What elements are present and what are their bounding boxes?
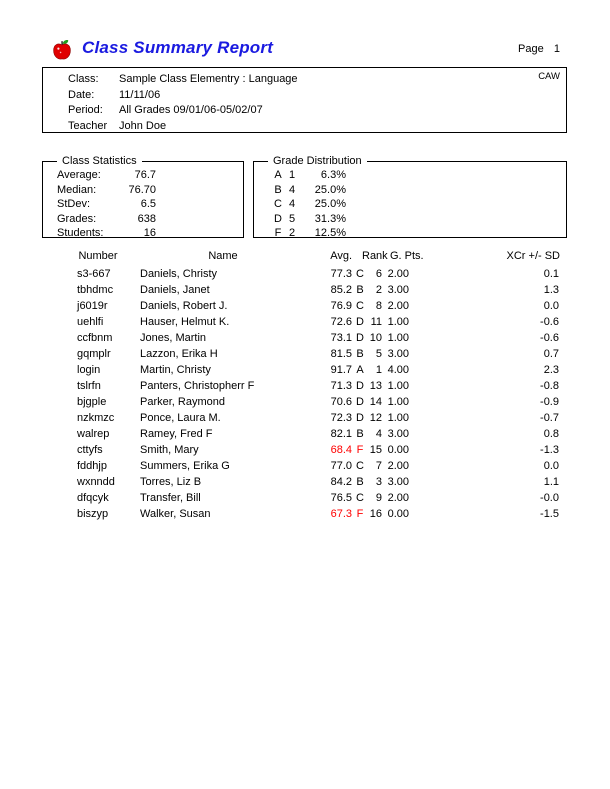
table-row (0, 394, 610, 410)
cell-name: Daniels, Robert J. (140, 300, 228, 312)
cell-gpts: 2.00 (387, 300, 409, 312)
period-value: All Grades 09/01/06-05/02/07 (119, 104, 263, 116)
cell-grade: D (356, 332, 364, 344)
table-row (0, 506, 610, 522)
class-statistics-box (42, 155, 244, 240)
cell-xcr: -0.8 (540, 380, 559, 392)
cell-number: wxnndd (77, 476, 115, 488)
apple-icon (52, 38, 72, 61)
cell-xcr: 0.0 (543, 460, 559, 472)
grade-count: 4 (288, 198, 296, 211)
student-rows (0, 266, 610, 522)
grade-percent: 12.5% (314, 227, 346, 240)
cell-avg: 71.3 (330, 380, 352, 392)
cell-avg: 73.1 (330, 332, 352, 344)
dist-row-b (254, 184, 566, 199)
cell-number: s3-667 (77, 268, 111, 280)
table-row (0, 282, 610, 298)
cell-avg: 85.2 (330, 284, 352, 296)
cell-rank: 14 (369, 396, 382, 408)
corner-tag: CAW (538, 71, 560, 82)
cell-gpts: 1.00 (387, 332, 409, 344)
table-row (0, 458, 610, 474)
grade-count: 4 (288, 183, 296, 196)
grade-count: 1 (288, 169, 296, 181)
cell-name: Ponce, Laura M. (140, 412, 221, 424)
table-header (0, 248, 610, 264)
students-value: 16 (143, 227, 156, 240)
average-label: Average: (57, 169, 101, 181)
cell-gpts: 0.00 (387, 508, 409, 520)
cell-avg: 84.2 (330, 476, 352, 488)
stat-row-average (43, 169, 243, 184)
cell-name: Jones, Martin (140, 332, 207, 344)
cell-xcr: -1.5 (540, 508, 559, 520)
cell-name: Martin, Christy (140, 364, 211, 376)
cell-rank: 10 (369, 332, 382, 344)
cell-grade: C (356, 300, 364, 312)
cell-number: login (77, 364, 101, 376)
cell-rank: 2 (375, 284, 382, 296)
cell-rank: 6 (375, 268, 382, 280)
table-row (0, 266, 610, 282)
cell-number: tslrfn (77, 380, 101, 392)
cell-grade: F (356, 444, 364, 456)
cell-avg: 68.4 (330, 444, 352, 456)
table-row (0, 442, 610, 458)
grade-distribution-title: Grade Distribution (268, 154, 367, 168)
info-row-teacher (43, 120, 566, 136)
cell-xcr: 1.3 (543, 284, 559, 296)
grade-distribution-box (253, 155, 567, 240)
grade-letter: A (274, 169, 282, 181)
cell-name: Transfer, Bill (140, 492, 201, 504)
cell-avg: 81.5 (330, 348, 352, 360)
average-value: 76.7 (134, 169, 156, 181)
page-label: Page (518, 43, 544, 55)
cell-grade: F (356, 508, 364, 520)
class-info-box (42, 67, 567, 133)
cell-rank: 3 (375, 476, 382, 488)
cell-number: bjgple (77, 396, 107, 408)
cell-number: gqmplr (77, 348, 111, 360)
cell-number: ccfbnm (77, 332, 113, 344)
cell-number: uehlfi (77, 316, 104, 328)
cell-name: Lazzon, Erika H (140, 348, 218, 360)
table-row (0, 330, 610, 346)
cell-avg: 67.3 (330, 508, 352, 520)
table-row (0, 490, 610, 506)
cell-avg: 72.3 (330, 412, 352, 424)
cell-gpts: 0.00 (387, 444, 409, 456)
cell-name: Hauser, Helmut K. (140, 316, 230, 328)
period-label: Period: (68, 104, 103, 116)
cell-grade: C (356, 460, 364, 472)
table-row (0, 474, 610, 490)
cell-gpts: 3.00 (387, 284, 409, 296)
cell-xcr: -0.0 (540, 492, 559, 504)
cell-rank: 15 (369, 444, 382, 456)
cell-gpts: 3.00 (387, 348, 409, 360)
cell-name: Summers, Erika G (140, 460, 230, 472)
cell-xcr: 2.3 (543, 364, 559, 376)
grade-distribution-rows (254, 162, 566, 242)
cell-grade: D (356, 316, 364, 328)
cell-rank: 16 (369, 508, 382, 520)
cell-number: fddhjp (77, 460, 107, 472)
cell-xcr: -0.9 (540, 396, 559, 408)
cell-xcr: 0.7 (543, 348, 559, 360)
header-avg: Avg. (330, 250, 352, 262)
cell-number: j6019r (77, 300, 108, 312)
table-row (0, 426, 610, 442)
cell-xcr: -0.6 (540, 316, 559, 328)
header-number: Number (78, 250, 118, 262)
info-row-period (43, 104, 566, 120)
cell-number: biszyp (77, 508, 109, 520)
cell-grade: D (356, 380, 364, 392)
table-row (0, 314, 610, 330)
cell-gpts: 1.00 (387, 396, 409, 408)
table-row (0, 362, 610, 378)
cell-rank: 13 (369, 380, 382, 392)
cell-name: Smith, Mary (140, 444, 199, 456)
cell-rank: 7 (375, 460, 382, 472)
cell-gpts: 2.00 (387, 268, 409, 280)
median-value: 76.70 (128, 183, 156, 196)
cell-grade: D (356, 412, 364, 424)
cell-avg: 76.9 (330, 300, 352, 312)
cell-avg: 72.6 (330, 316, 352, 328)
date-label: Date: (68, 88, 95, 101)
cell-grade: C (356, 268, 364, 280)
page-number: 1 (553, 43, 560, 55)
grade-count: 5 (288, 212, 296, 225)
cell-rank: 9 (375, 492, 382, 504)
class-value: Sample Class Elementry : Language (119, 73, 298, 85)
cell-rank: 11 (370, 316, 382, 328)
grade-letter: F (274, 227, 282, 240)
cell-xcr: -1.3 (540, 444, 559, 456)
stat-row-grades (43, 213, 243, 228)
grade-percent: 6.3% (320, 169, 346, 181)
median-label: Median: (57, 183, 97, 196)
grade-count: 2 (288, 227, 296, 240)
cell-rank: 4 (375, 428, 382, 440)
grade-letter: D (274, 212, 282, 225)
teacher-label: Teacher (68, 119, 108, 132)
stat-row-stdev (43, 198, 243, 213)
cell-gpts: 1.00 (387, 316, 409, 328)
dist-row-a (254, 169, 566, 184)
class-statistics-title: Class Statistics (57, 154, 142, 168)
header-rank: Rank (362, 250, 388, 262)
dist-row-f (254, 227, 566, 242)
table-row (0, 378, 610, 394)
cell-avg: 91.7 (330, 364, 352, 376)
dist-row-d (254, 213, 566, 228)
cell-name: Panters, Christopherr F (140, 380, 255, 392)
cell-name: Torres, Liz B (140, 476, 202, 488)
students-label: Students: (57, 227, 104, 240)
cell-rank: 1 (375, 364, 382, 376)
cell-gpts: 3.00 (387, 428, 409, 440)
info-row-class (43, 73, 566, 89)
cell-grade: B (356, 476, 364, 488)
cell-grade: C (356, 492, 364, 504)
cell-avg: 77.3 (330, 268, 352, 280)
class-statistics-rows (43, 162, 243, 242)
cell-xcr: 0.0 (543, 300, 559, 312)
cell-grade: B (356, 348, 364, 360)
cell-gpts: 3.00 (387, 476, 409, 488)
cell-number: cttyfs (77, 444, 103, 456)
cell-grade: D (356, 396, 364, 408)
teacher-value: John Doe (119, 119, 167, 132)
cell-name: Ramey, Fred F (140, 428, 213, 440)
header-name: Name (208, 250, 238, 262)
dist-row-c (254, 198, 566, 213)
cell-gpts: 1.00 (387, 412, 409, 424)
cell-grade: B (356, 428, 364, 440)
cell-rank: 12 (369, 412, 382, 424)
stdev-value: 6.5 (140, 198, 156, 211)
info-row-date (43, 89, 566, 105)
cell-xcr: -0.7 (540, 412, 559, 424)
cell-xcr: 0.1 (543, 268, 559, 280)
grade-percent: 25.0% (314, 198, 346, 211)
grade-percent: 31.3% (314, 212, 346, 225)
grade-percent: 25.0% (314, 183, 346, 196)
cell-number: dfqcyk (77, 492, 109, 504)
cell-number: nzkmzc (77, 412, 115, 424)
table-row (0, 298, 610, 314)
cell-gpts: 2.00 (387, 492, 409, 504)
header-xcr: XCr +/- SD (506, 250, 560, 262)
cell-rank: 8 (375, 300, 382, 312)
table-row (0, 410, 610, 426)
cell-xcr: 1.1 (543, 476, 559, 488)
cell-grade: B (356, 284, 364, 296)
cell-number: walrep (77, 428, 110, 440)
cell-gpts: 2.00 (387, 460, 409, 472)
class-label: Class: (68, 73, 99, 85)
cell-grade: A (356, 364, 364, 376)
page-title: Class Summary Report (82, 38, 274, 57)
cell-avg: 76.5 (330, 492, 352, 504)
stdev-label: StDev: (57, 198, 91, 211)
cell-xcr: 0.8 (543, 428, 559, 440)
cell-avg: 82.1 (330, 428, 352, 440)
stat-row-median (43, 184, 243, 199)
grades-label: Grades: (57, 212, 97, 225)
cell-gpts: 4.00 (387, 364, 409, 376)
table-row (0, 346, 610, 362)
cell-name: Walker, Susan (140, 508, 211, 520)
cell-rank: 5 (375, 348, 382, 360)
stat-row-students (43, 227, 243, 242)
grade-letter: B (274, 183, 282, 196)
header-gpts: G. Pts. (390, 250, 424, 262)
grades-value: 638 (137, 212, 156, 225)
cell-xcr: -0.6 (540, 332, 559, 344)
date-value: 11/11/06 (119, 88, 161, 101)
cell-name: Parker, Raymond (140, 396, 225, 408)
cell-name: Daniels, Janet (140, 284, 210, 296)
grade-letter: C (274, 198, 282, 211)
cell-name: Daniels, Christy (140, 268, 218, 280)
cell-avg: 70.6 (330, 396, 352, 408)
cell-gpts: 1.00 (387, 380, 409, 392)
cell-avg: 77.0 (330, 460, 352, 472)
cell-number: tbhdmc (77, 284, 114, 296)
